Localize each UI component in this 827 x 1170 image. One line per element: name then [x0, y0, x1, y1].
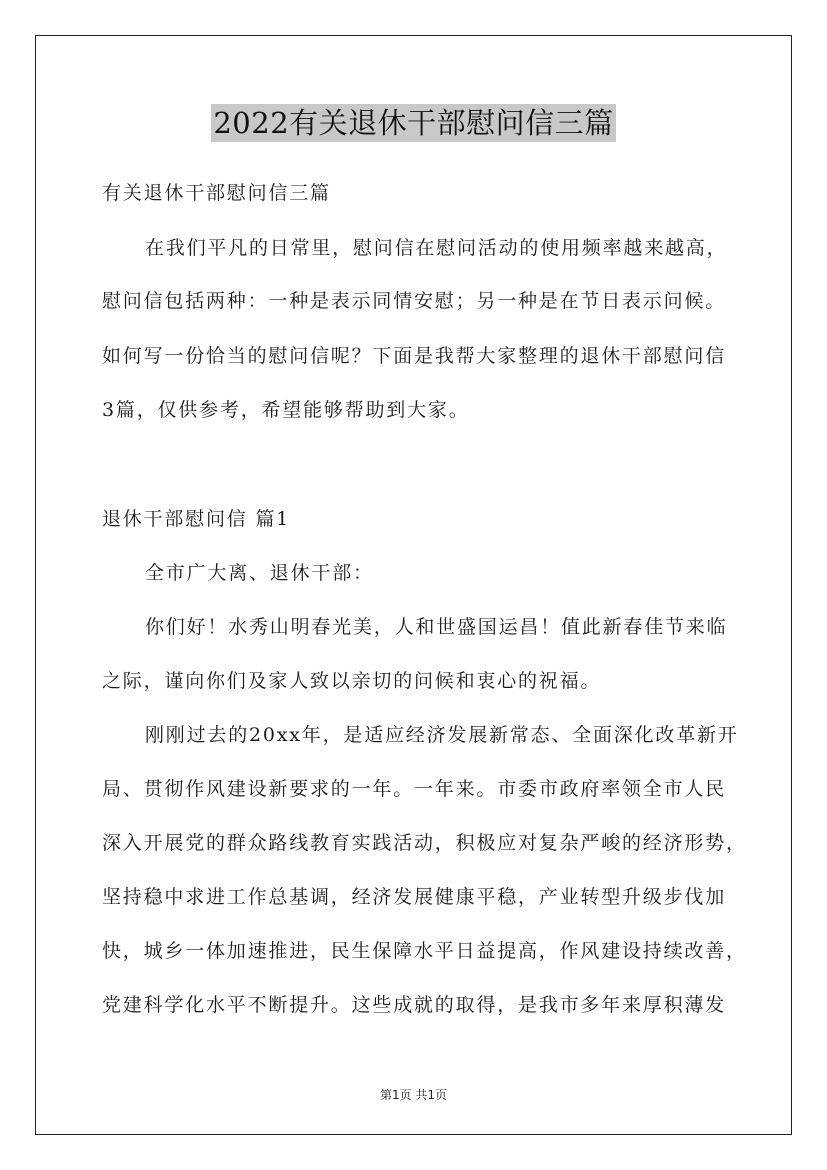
paragraph-line: 深入开展党的群众路线教育实践活动，积极应对复杂严峻的经济形势，	[102, 832, 747, 854]
intro-line: 如何写一份恰当的慰问信呢？下面是我帮大家整理的退休干部慰问信	[102, 345, 727, 367]
paragraph-line: 坚持稳中求进工作总基调，经济发展健康平稳，产业转型升级步伐加	[102, 886, 727, 908]
document-title: 2022有关退休干部慰问信三篇	[213, 106, 614, 140]
salutation: 全市广大离、退休干部：	[145, 562, 374, 584]
intro-line: 3篇，仅供参考，希望能够帮助到大家。	[102, 399, 470, 421]
title-container	[0, 104, 827, 142]
page-number-footer: 第1页 共1页	[379, 1088, 448, 1102]
paragraph-line: 刚刚过去的20xx年，是适应经济发展新常态、全面深化改革新开	[145, 724, 739, 746]
section-heading: 退休干部慰问信 篇1	[102, 508, 291, 530]
intro-line: 在我们平凡的日常里，慰问信在慰问活动的使用频率越来越高，	[145, 237, 728, 259]
paragraph-line: 快，城乡一体加速推进，民生保障水平日益提高，作风建设持续改善，	[102, 940, 747, 962]
paragraph-line: 局、贯彻作风建设新要求的一年。一年来。市委市政府率领全市人民	[102, 778, 727, 800]
intro-line: 慰问信包括两种：一种是表示同情安慰；另一种是在节日表示问候。	[102, 290, 727, 312]
paragraph-line: 之际，谨向你们及家人致以亲切的问候和衷心的祝福。	[102, 670, 602, 692]
document-subtitle: 有关退休干部慰问信三篇	[102, 182, 331, 204]
paragraph-line: 你们好！水秀山明春光美，人和世盛国运昌！值此新春佳节来临	[145, 616, 728, 638]
paragraph-line: 党建科学化水平不断提升。这些成就的取得，是我市多年来厚积薄发	[102, 994, 727, 1016]
